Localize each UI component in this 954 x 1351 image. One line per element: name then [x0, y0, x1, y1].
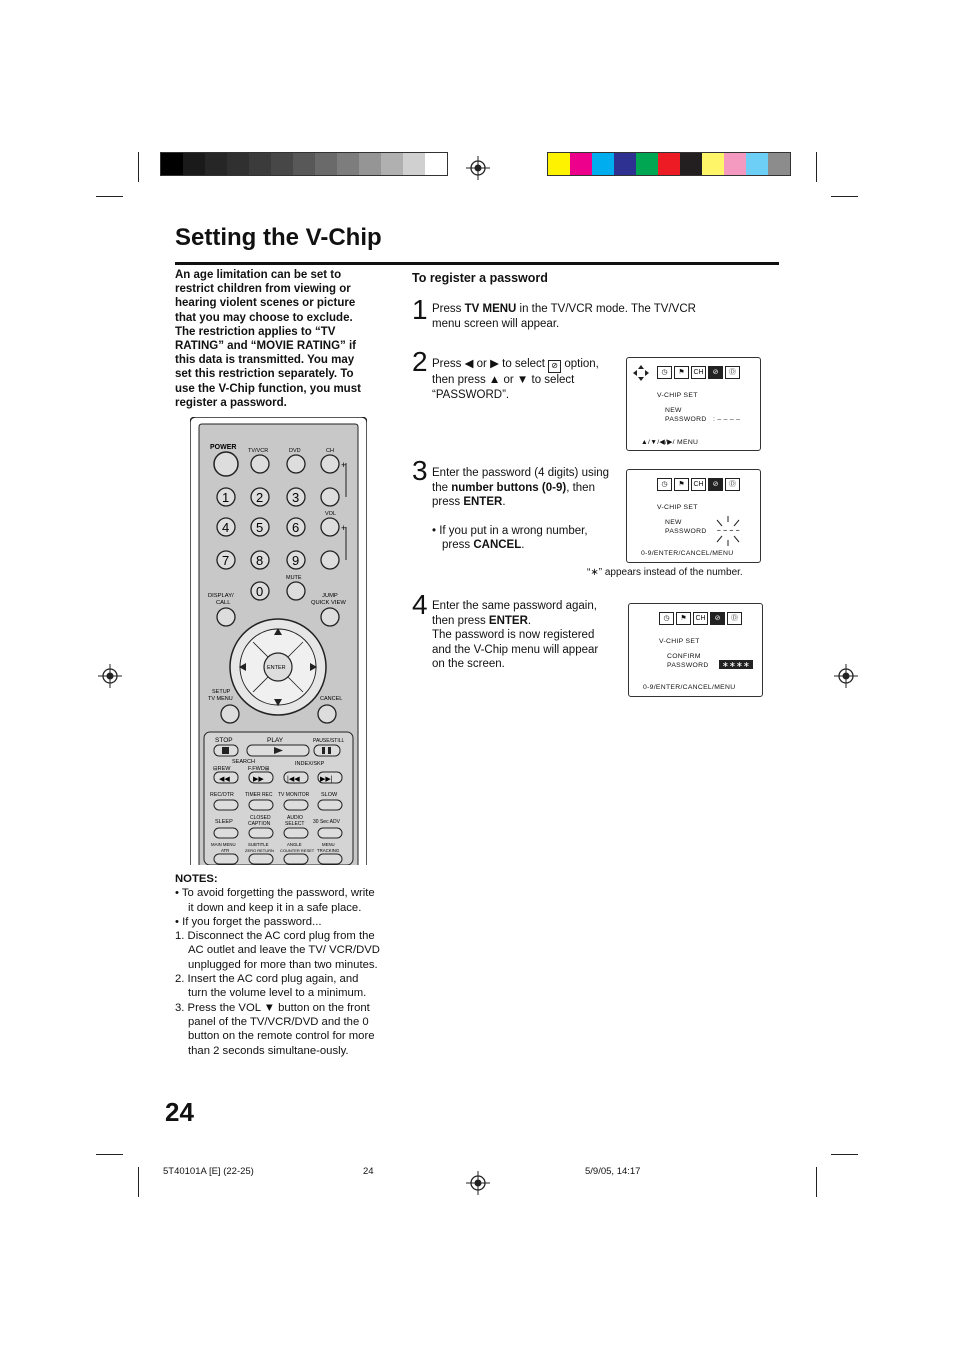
step-text: Press — [432, 358, 465, 370]
vchip-icon: ⊘ — [708, 366, 723, 379]
step-text: , then press — [432, 481, 595, 508]
step-keyword: ENTER — [463, 496, 503, 508]
vcr-icon: Ⓓ — [725, 478, 740, 491]
gray-swatch — [425, 153, 447, 175]
skip-fwd-icon: ▶▶| — [320, 776, 333, 783]
function-button — [284, 828, 308, 838]
remote-label: SEARCH — [232, 759, 255, 765]
arrow-left-icon: ◀ — [464, 358, 474, 370]
function-button — [249, 828, 273, 838]
osd-label: PASSWORD — [665, 528, 707, 535]
skip-back-icon: |◀◀ — [287, 776, 300, 783]
color-swatch — [768, 153, 790, 175]
note-text: 3. Press the VOL — [175, 1001, 264, 1014]
step-text: then press — [432, 374, 489, 386]
step-text: “PASSWORD”. — [432, 388, 510, 401]
crop-mark — [816, 152, 817, 182]
registration-mark-icon — [98, 664, 122, 688]
remote-label: DISPLAY/ — [208, 593, 234, 599]
step-text: option, — [561, 358, 599, 370]
crop-mark — [816, 1167, 817, 1197]
step-text: Press — [432, 303, 465, 315]
osd-screen-confirm-password — [628, 603, 763, 697]
osd-screen-new-password — [626, 357, 761, 451]
color-swatch — [548, 153, 570, 175]
step-text: to select — [498, 358, 549, 370]
step-text: or — [500, 374, 517, 386]
remote-label: SUBTITLE — [248, 842, 269, 847]
arrow-down-icon: ▼ — [263, 1001, 275, 1014]
step-2-text — [432, 357, 627, 402]
function-button — [214, 828, 238, 838]
remote-label: QUICK VIEW — [311, 600, 346, 606]
step-keyword: ENTER — [488, 614, 528, 627]
osd-label: NEW — [665, 407, 682, 414]
gray-swatch — [337, 153, 359, 175]
footnote: “∗” appears instead of the number. — [587, 567, 743, 578]
remote-label: SLEEP — [215, 819, 233, 825]
remote-label: 30 Sec ADV — [313, 819, 340, 825]
color-swatch — [636, 153, 658, 175]
gray-swatch — [359, 153, 381, 175]
power-button — [214, 452, 238, 476]
note-text: button on the front panel of the TV/VCR/DVD and the 0 button on the remote control for more than 2 seconds simultane-ously. — [188, 1001, 375, 1057]
function-button — [214, 800, 238, 810]
step-keyword: number buttons (0-9) — [451, 481, 567, 494]
osd-heading: V-CHIP SET — [657, 504, 698, 511]
step-text: . — [521, 539, 525, 551]
vchip-option-icon: ⊘ — [548, 360, 561, 373]
remote-label: CAPTION — [248, 821, 271, 827]
remote-label: SLOW — [321, 792, 338, 798]
registration-mark-icon — [466, 1171, 490, 1195]
plus-sign: + — [341, 523, 347, 533]
vchip-icon: ⊘ — [710, 612, 725, 625]
remote-label: INDEX/SKP — [295, 761, 325, 767]
setup-icon: ⚑ — [674, 478, 689, 491]
jump-button — [321, 608, 339, 626]
crop-mark — [138, 152, 139, 182]
vcr-icon: Ⓓ — [725, 366, 740, 379]
remote-label: CANCEL — [320, 696, 343, 702]
osd-footer: ▲/▼/◀/▶/ MENU — [641, 439, 699, 446]
clock-icon: ◷ — [657, 366, 672, 379]
grayscale-calibration-bar — [160, 152, 448, 176]
note-item: 2. Insert the AC cord plug again, and turn the volume level to a minimum. — [175, 973, 367, 1000]
step-3-text — [432, 466, 612, 553]
remote-label: ENTER — [267, 665, 286, 671]
remote-label: VOL — [325, 511, 337, 517]
digit-label: 3 — [292, 490, 300, 505]
footer-center: 24 — [363, 1166, 374, 1177]
crop-mark — [138, 1167, 139, 1197]
osd-password-value: : – – – – — [713, 416, 741, 423]
dvd-button — [287, 455, 305, 473]
registration-mark-icon — [834, 664, 858, 688]
gray-swatch — [315, 153, 337, 175]
osd-label: PASSWORD — [665, 416, 707, 423]
navigate-arrows-icon — [633, 365, 649, 381]
pause-button — [314, 745, 340, 756]
digit-label: 7 — [222, 553, 230, 568]
remote-label: STOP — [215, 737, 233, 744]
ch-up-button — [321, 455, 339, 473]
registration-mark-icon — [466, 156, 490, 180]
notes-section — [175, 872, 380, 1058]
remote-label: SELECT — [285, 821, 305, 827]
gray-swatch — [183, 153, 205, 175]
osd-password-value: ∗∗∗∗ — [719, 660, 753, 669]
remote-label: POWER — [210, 444, 237, 451]
menu-icon-row — [657, 478, 740, 491]
channel-icon: CH — [693, 612, 708, 625]
gray-swatch — [161, 153, 183, 175]
remote-label: AUDIO — [287, 815, 303, 821]
osd-heading: V-CHIP SET — [659, 638, 700, 645]
step-number: 2 — [412, 346, 428, 377]
remote-label: TV MENU — [208, 696, 233, 702]
osd-password-value: – – – – — [717, 527, 740, 534]
section-subheading: To register a password — [412, 271, 548, 285]
remote-label: CH — [326, 448, 334, 454]
digit-label: 6 — [292, 520, 300, 535]
tvvcr-button — [251, 455, 269, 473]
menu-icon-row — [657, 366, 740, 379]
page-title: Setting the V-Chip — [175, 224, 382, 251]
step-text: to select — [528, 374, 575, 386]
notes-heading: NOTES: — [175, 873, 218, 885]
gray-swatch — [293, 153, 315, 175]
crop-mark — [831, 1154, 858, 1155]
step-keyword: CANCEL — [473, 539, 522, 551]
function-button — [249, 854, 273, 864]
osd-screen-enter-password — [626, 469, 761, 563]
color-swatch — [570, 153, 592, 175]
digit-label: 4 — [222, 520, 230, 535]
setup-icon: ⚑ — [676, 612, 691, 625]
clock-icon: ◷ — [657, 478, 672, 491]
vcr-icon: Ⓓ — [727, 612, 742, 625]
digit-label: 9 — [292, 553, 300, 568]
step-text: • If you put in a wrong number, press — [432, 524, 588, 551]
step-text: Enter the password (4 digits) using the — [432, 467, 610, 494]
remote-label: PLAY — [267, 737, 284, 744]
remote-label: COUNTER RESET — [280, 848, 315, 853]
crop-mark — [96, 196, 123, 197]
cancel-button — [318, 705, 336, 723]
step-text: or — [473, 358, 491, 370]
remote-label: CALL — [216, 600, 231, 606]
note-item: • To avoid forgetting the password, write it down and keep it in a safe place. — [175, 887, 375, 914]
note-item: • If you forget the password... — [175, 915, 322, 928]
remote-label: MENU — [322, 842, 335, 847]
menu-icon-row — [659, 612, 742, 625]
digit-label: 8 — [256, 553, 264, 568]
footer-left: 5T40101A [E] (22-25) — [163, 1166, 254, 1177]
color-swatch — [724, 153, 746, 175]
color-swatch — [658, 153, 680, 175]
function-button — [318, 800, 342, 810]
step-text: The password is now registered and the V-Chip menu will appear on the screen. — [432, 629, 599, 670]
osd-label: CONFIRM — [667, 653, 701, 660]
remote-label: SETUP — [212, 689, 231, 695]
crop-mark — [831, 196, 858, 197]
osd-footer: 0-9/ENTER/CANCEL/MENU — [641, 550, 734, 557]
remote-label: ZERO RETURN — [245, 848, 274, 853]
step-number: 3 — [412, 455, 428, 486]
digit-label: 0 — [256, 584, 264, 599]
step-4-text — [432, 599, 612, 672]
function-button — [284, 800, 308, 810]
plus-sign: + — [341, 460, 347, 470]
rew-icon: ◀◀ — [219, 776, 230, 783]
tv-menu-button — [221, 705, 239, 723]
remote-label: TRACKING — [317, 848, 340, 853]
step-keyword: TV MENU — [464, 303, 517, 315]
step-text: in the TV/VCR mode. The TV/VCR menu screen will appear. — [432, 303, 696, 330]
vol-up-button — [321, 518, 339, 536]
blink-indicator-icon — [711, 516, 745, 546]
setup-icon: ⚑ — [674, 366, 689, 379]
clock-icon: ◷ — [659, 612, 674, 625]
remote-label: PAUSE/STILL — [313, 738, 345, 744]
mute-button — [287, 582, 305, 600]
function-button — [318, 828, 342, 838]
intro-text: An age limitation can be set to restrict children from viewing or hearing violent scenes or picture that you may choose to exclude. The restriction applies to “TV RATING” and “MOVIE RATING” if this data is transmitted. You may set this restriction separately. To use the V-Chip function, you must register a password. — [175, 269, 361, 409]
remote-label: TV MONITOR — [278, 792, 310, 798]
digit-label: 5 — [256, 520, 264, 535]
step-number: 1 — [412, 294, 428, 325]
function-button — [249, 800, 273, 810]
osd-label: NEW — [665, 519, 682, 526]
function-button — [214, 854, 238, 864]
page-number: 24 — [165, 1097, 194, 1127]
step-text: . — [502, 496, 506, 508]
vol-down-button — [321, 551, 339, 569]
arrow-down-icon: ▼ — [516, 374, 529, 386]
crop-mark — [96, 1154, 123, 1155]
arrow-up-icon: ▲ — [488, 374, 501, 386]
gray-swatch — [227, 153, 249, 175]
gray-swatch — [205, 153, 227, 175]
remote-label: JUMP — [322, 593, 338, 599]
function-button — [318, 854, 342, 864]
note-item: 1. Disconnect the AC cord plug from the AC outlet and leave the TV/ VCR/DVD unplugged for more than two minutes. — [175, 930, 380, 971]
color-swatch — [680, 153, 702, 175]
gray-swatch — [249, 153, 271, 175]
osd-footer: 0-9/ENTER/CANCEL/MENU — [643, 684, 736, 691]
title-rule — [175, 262, 779, 265]
footer-right: 5/9/05, 14:17 — [585, 1166, 641, 1177]
gray-swatch — [271, 153, 293, 175]
ffwd-icon: ▶▶ — [253, 776, 264, 783]
remote-label: F.FWD⊞ — [248, 766, 270, 772]
color-calibration-bar — [547, 152, 791, 176]
step-text: . — [527, 614, 532, 627]
step-1-text — [432, 302, 722, 331]
remote-label: TV/VCR — [248, 448, 269, 454]
step-text: Enter the same password again, then press — [432, 600, 597, 627]
digit-label: 2 — [256, 490, 264, 505]
remote-label: REC/OTR — [210, 792, 234, 798]
ch-down-button — [321, 488, 339, 506]
color-swatch — [614, 153, 636, 175]
channel-icon: CH — [691, 366, 706, 379]
remote-label: ANGLE — [287, 842, 302, 847]
remote-control-illustration — [190, 417, 367, 865]
remote-label: CLOSED — [250, 815, 271, 821]
vchip-icon: ⊘ — [708, 478, 723, 491]
remote-label: ATR — [221, 848, 230, 853]
osd-label: PASSWORD — [667, 662, 709, 669]
step-number: 4 — [412, 589, 428, 620]
arrow-right-icon: ▶ — [490, 358, 499, 370]
color-swatch — [746, 153, 768, 175]
remote-label: DVD — [289, 448, 301, 454]
remote-label: TIMER REC — [245, 792, 273, 798]
channel-icon: CH — [691, 478, 706, 491]
note-item — [175, 1001, 380, 1058]
color-swatch — [702, 153, 724, 175]
osd-heading: V-CHIP SET — [657, 392, 698, 399]
remote-label: MUTE — [286, 575, 302, 581]
function-button — [284, 854, 308, 864]
gray-swatch — [403, 153, 425, 175]
display-call-button — [217, 608, 235, 626]
gray-swatch — [381, 153, 403, 175]
remote-label: ⊟REW — [213, 766, 231, 772]
remote-label: MAIN MENU — [211, 842, 236, 847]
digit-label: 1 — [222, 490, 230, 505]
color-swatch — [592, 153, 614, 175]
